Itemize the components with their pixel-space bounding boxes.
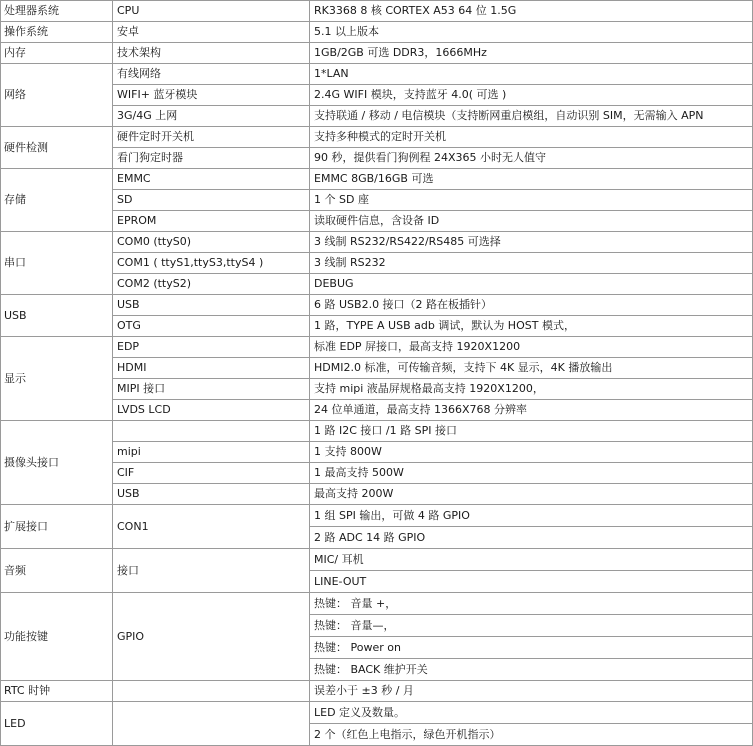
category-cell: 网络 [1,64,113,127]
category-cell: LED [1,702,113,746]
item-cell: 接口 [113,549,310,593]
item-cell: HDMI [113,358,310,379]
spec-cell: 支持 mipi 液晶屏规格最高支持 1920X1200， [310,379,753,400]
item-cell: EDP [113,337,310,358]
spec-cell: 2.4G WIFI 模块，支持蓝牙 4.0( 可选 ) [310,85,753,106]
table-row [1,43,753,64]
table-row [1,681,753,702]
table-row [1,127,753,148]
item-cell: 技术架构 [113,43,310,64]
item-cell: EPROM [113,211,310,232]
category-cell: USB [1,295,113,337]
spec-cell: 最高支持 200W [310,484,753,505]
table-row [1,253,753,274]
spec-cell: LINE-OUT [310,571,753,593]
item-cell: 看门狗定时器 [113,148,310,169]
table-row [1,442,753,463]
table-row [1,85,753,106]
category-cell: 硬件检测 [1,127,113,169]
spec-cell: 90 秒，提供看门狗例程 24X365 小时无人值守 [310,148,753,169]
item-cell: EMMC [113,169,310,190]
item-cell: CIF [113,463,310,484]
spec-cell: 标准 EDP 屏接口，最高支持 1920X1200 [310,337,753,358]
item-cell: COM1 ( ttyS1,ttyS3,ttyS4 ) [113,253,310,274]
table-row [1,484,753,505]
spec-cell: 支持联通 / 移动 / 电信模块（支持断网重启模组，自动识别 SIM，无需输入 APN [310,106,753,127]
spec-cell: 1GB/2GB 可选 DDR3，1666MHz [310,43,753,64]
table-row [1,702,753,724]
item-cell: mipi [113,442,310,463]
table-row [1,211,753,232]
category-cell: 操作系统 [1,22,113,43]
spec-cell: 热键： BACK 维护开关 [310,659,753,681]
spec-cell: 3 线制 RS232 [310,253,753,274]
item-cell: GPIO [113,593,310,681]
item-cell: CPU [113,1,310,22]
table-row [1,22,753,43]
table-row [1,463,753,484]
category-cell: 功能按键 [1,593,113,681]
item-cell: COM2 (ttyS2) [113,274,310,295]
table-row [1,106,753,127]
table-row [1,593,753,615]
table-row [1,148,753,169]
spec-cell: 1 个 SD 座 [310,190,753,211]
spec-cell: 热键： 音量 +， [310,593,753,615]
item-cell: USB [113,295,310,316]
spec-cell: MIC/ 耳机 [310,549,753,571]
table-row [1,274,753,295]
category-cell: RTC 时钟 [1,681,113,702]
spec-cell: 1 组 SPI 输出，可做 4 路 GPIO [310,505,753,527]
table-row [1,337,753,358]
table-row [1,64,753,85]
category-cell: 存储 [1,169,113,232]
spec-cell: 5.1 以上版本 [310,22,753,43]
table-row [1,400,753,421]
item-cell [113,702,310,746]
spec-cell: 24 位单通道，最高支持 1366X768 分辨率 [310,400,753,421]
item-cell: 有线网络 [113,64,310,85]
table-row [1,190,753,211]
spec-cell: 支持多种模式的定时开关机 [310,127,753,148]
spec-cell: 热键： 音量—， [310,615,753,637]
table-row [1,316,753,337]
table-row [1,358,753,379]
item-cell: USB [113,484,310,505]
category-cell: 扩展接口 [1,505,113,549]
spec-cell: 读取硬件信息，含设备 ID [310,211,753,232]
item-cell [113,681,310,702]
table-row [1,505,753,527]
spec-cell: 1 最高支持 500W [310,463,753,484]
table-row [1,232,753,253]
item-cell: MIPI 接口 [113,379,310,400]
category-cell: 摄像头接口 [1,421,113,505]
table-row [1,379,753,400]
table-row [1,549,753,571]
category-cell: 处理器系统 [1,1,113,22]
item-cell: WIFI+ 蓝牙模块 [113,85,310,106]
item-cell: 安卓 [113,22,310,43]
table-row [1,295,753,316]
item-cell: COM0 (ttyS0) [113,232,310,253]
category-cell: 显示 [1,337,113,421]
item-cell: LVDS LCD [113,400,310,421]
spec-cell: 1 路 I2C 接口 /1 路 SPI 接口 [310,421,753,442]
spec-cell: 1*LAN [310,64,753,85]
spec-cell: 1 支持 800W [310,442,753,463]
spec-cell: 1 路，TYPE A USB adb 调试，默认为 HOST 模式， [310,316,753,337]
spec-cell: 2 路 ADC 14 路 GPIO [310,527,753,549]
category-cell: 串口 [1,232,113,295]
spec-cell: 误差小于 ±3 秒 / 月 [310,681,753,702]
spec-cell: DEBUG [310,274,753,295]
item-cell: OTG [113,316,310,337]
spec-cell: 2 个（红色上电指示，绿色开机指示） [310,724,753,746]
category-cell: 内存 [1,43,113,64]
spec-cell: 3 线制 RS232/RS422/RS485 可选择 [310,232,753,253]
spec-cell: LED 定义及数量。 [310,702,753,724]
spec-cell: HDMI2.0 标准，可传输音频，支持下 4K 显示，4K 播放输出 [310,358,753,379]
table-row [1,421,753,442]
table-row [1,169,753,190]
table-row [1,1,753,22]
spec-cell: 热键： Power on [310,637,753,659]
item-cell: 硬件定时开关机 [113,127,310,148]
item-cell: 3G/4G 上网 [113,106,310,127]
item-cell [113,421,310,442]
spec-cell: RK3368 8 核 CORTEX A53 64 位 1.5G [310,1,753,22]
category-cell: 音频 [1,549,113,593]
item-cell: CON1 [113,505,310,549]
spec-cell: EMMC 8GB/16GB 可选 [310,169,753,190]
item-cell: SD [113,190,310,211]
spec-cell: 6 路 USB2.0 接口（2 路在板插针） [310,295,753,316]
